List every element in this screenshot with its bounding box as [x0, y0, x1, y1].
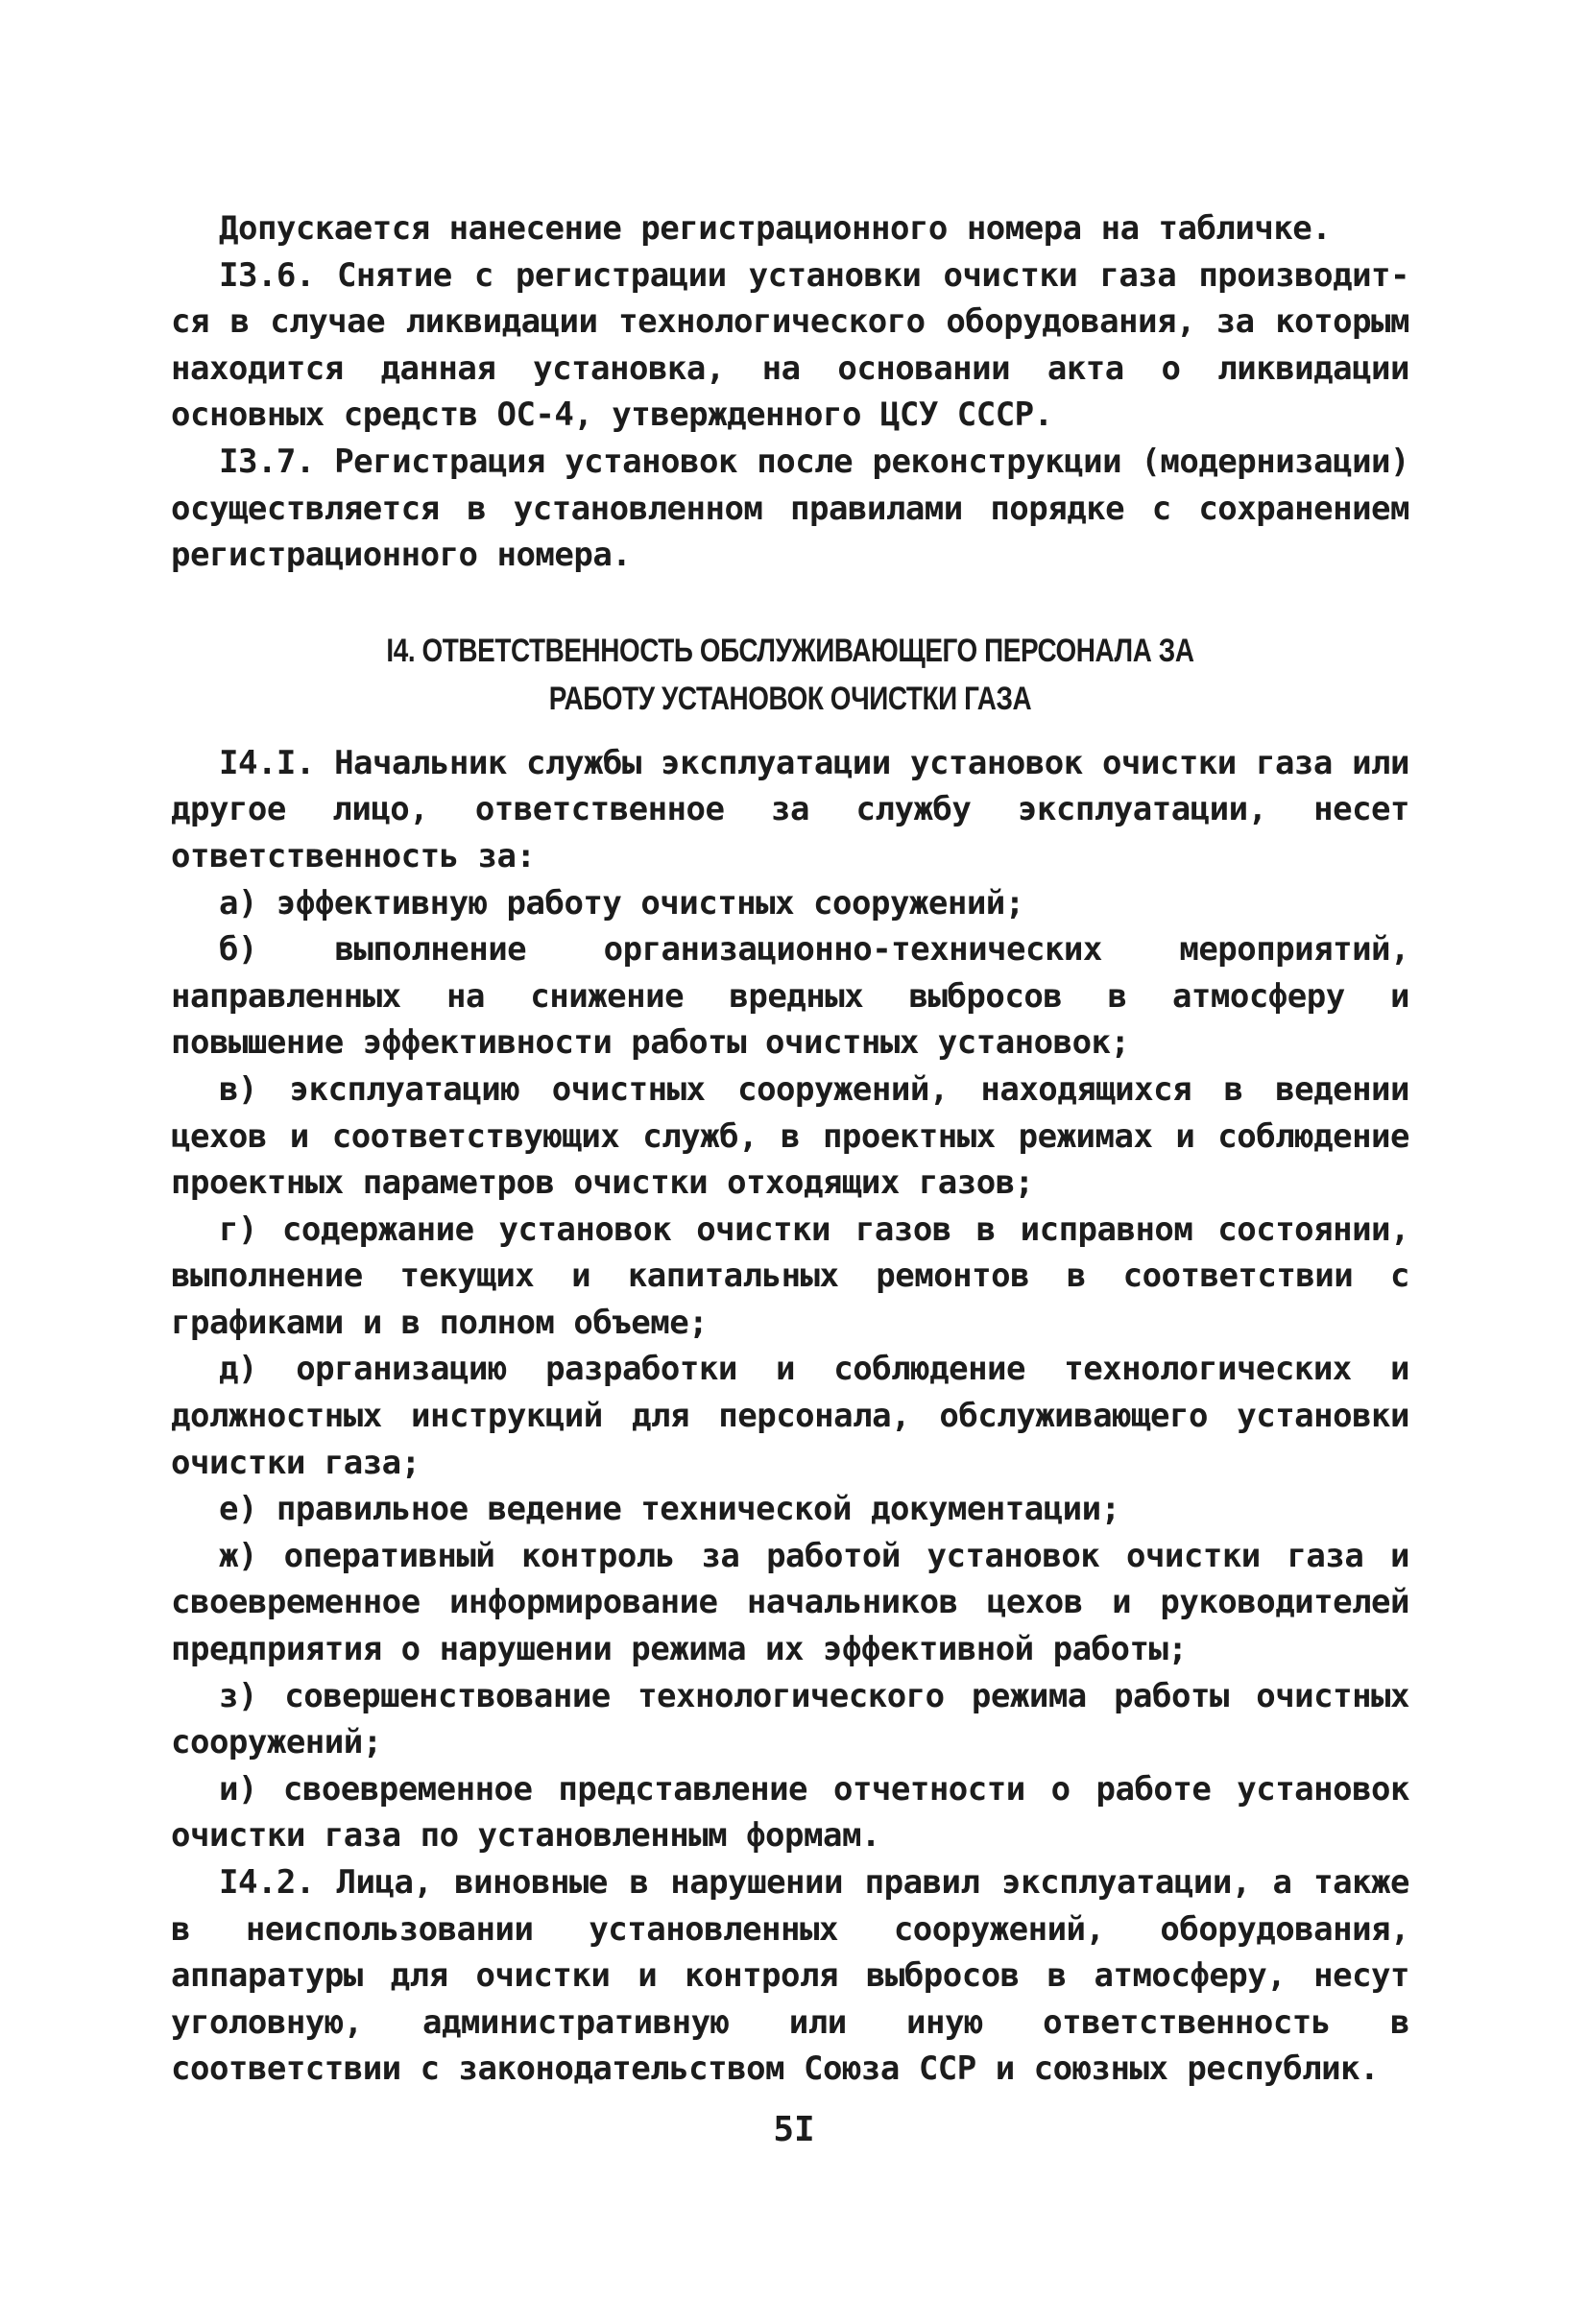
list-item-a: а) эффективную работу очистных сооружений; [219, 883, 1024, 922]
paragraph-13-7: I3.7. Регистрация установок после реконструкции (модернизации) осуществляется в установленном правилами порядке с сохранением регистрационного номера. [171, 442, 1409, 575]
page-number: 5I [773, 2110, 815, 2149]
paragraph-14-2: I4.2. Лица, виновные в нарушении правил эксплуатации, а также в неиспользовании установленных сооружений, оборудования, аппаратуры для очистки и контроля выбросов в атмосферу, несут уголовную, административную или иную ответственность в соответствии с законодательством Союза ССР и союзных республик. [171, 1863, 1409, 2089]
paragraph-13-6: I3.6. Снятие с регистрации установки очистки газа производит-ся в случае ликвидации технологического оборудования, за которым находится данная установка, на основании акта о ликвидации основных средств ОС-4, утвержденного ЦСУ СССР. [171, 255, 1409, 435]
list-item-d: д) организацию разработки и соблюдение технологических и должностных инструкций для персонала, обслуживающего установки очистки газа; [171, 1350, 1409, 1482]
section-14-title [282, 627, 1298, 723]
list-item-zh: ж) оперативный контроль за работой установок очистки газа и своевременное информирование начальников цехов и руководителей предприятия о нарушении режима их эффективной работы; [171, 1536, 1409, 1669]
section-title-line-1: I4. ОТВЕТСТВЕННОСТЬ ОБСЛУЖИВАЮЩЕГО ПЕРСОНАЛА ЗА [386, 632, 1194, 669]
list-item-e: е) правильное ведение технической документации; [219, 1490, 1120, 1529]
list-item-b: б) выполнение организационно-технических мероприятий, направленных на снижение вредных выбросов в атмосферу и повышение эффективности работы очистных установок; [171, 930, 1409, 1063]
paragraph-plate-number: Допускается нанесение регистрационного номера на табличке. [219, 209, 1332, 248]
body-text [171, 205, 1409, 2093]
list-item-i: и) своевременное представление отчетности о работе установок очистки газа по установленным формам. [171, 1769, 1409, 1856]
section-title-line-2: РАБОТУ УСТАНОВОК ОЧИСТКИ ГАЗА [548, 680, 1032, 717]
paragraph-14-1: I4.I. Начальник службы эксплуатации установок очистки газа или другое лицо, ответственное за службу эксплуатации, несет ответственность за: [171, 743, 1409, 875]
list-item-g: г) содержание установок очистки газов в исправном состоянии, выполнение текущих и капитальных ремонтов в соответствии с графиками и в полном объеме; [171, 1210, 1409, 1342]
list-item-z: з) совершенствование технологического режима работы очистных сооружений; [171, 1676, 1409, 1762]
list-item-v: в) эксплуатацию очистных сооружений, находящихся в ведении цехов и соответствующих служб, в проектных режимах и соблюдение проектных параметров очистки отходящих газов; [171, 1069, 1409, 1203]
